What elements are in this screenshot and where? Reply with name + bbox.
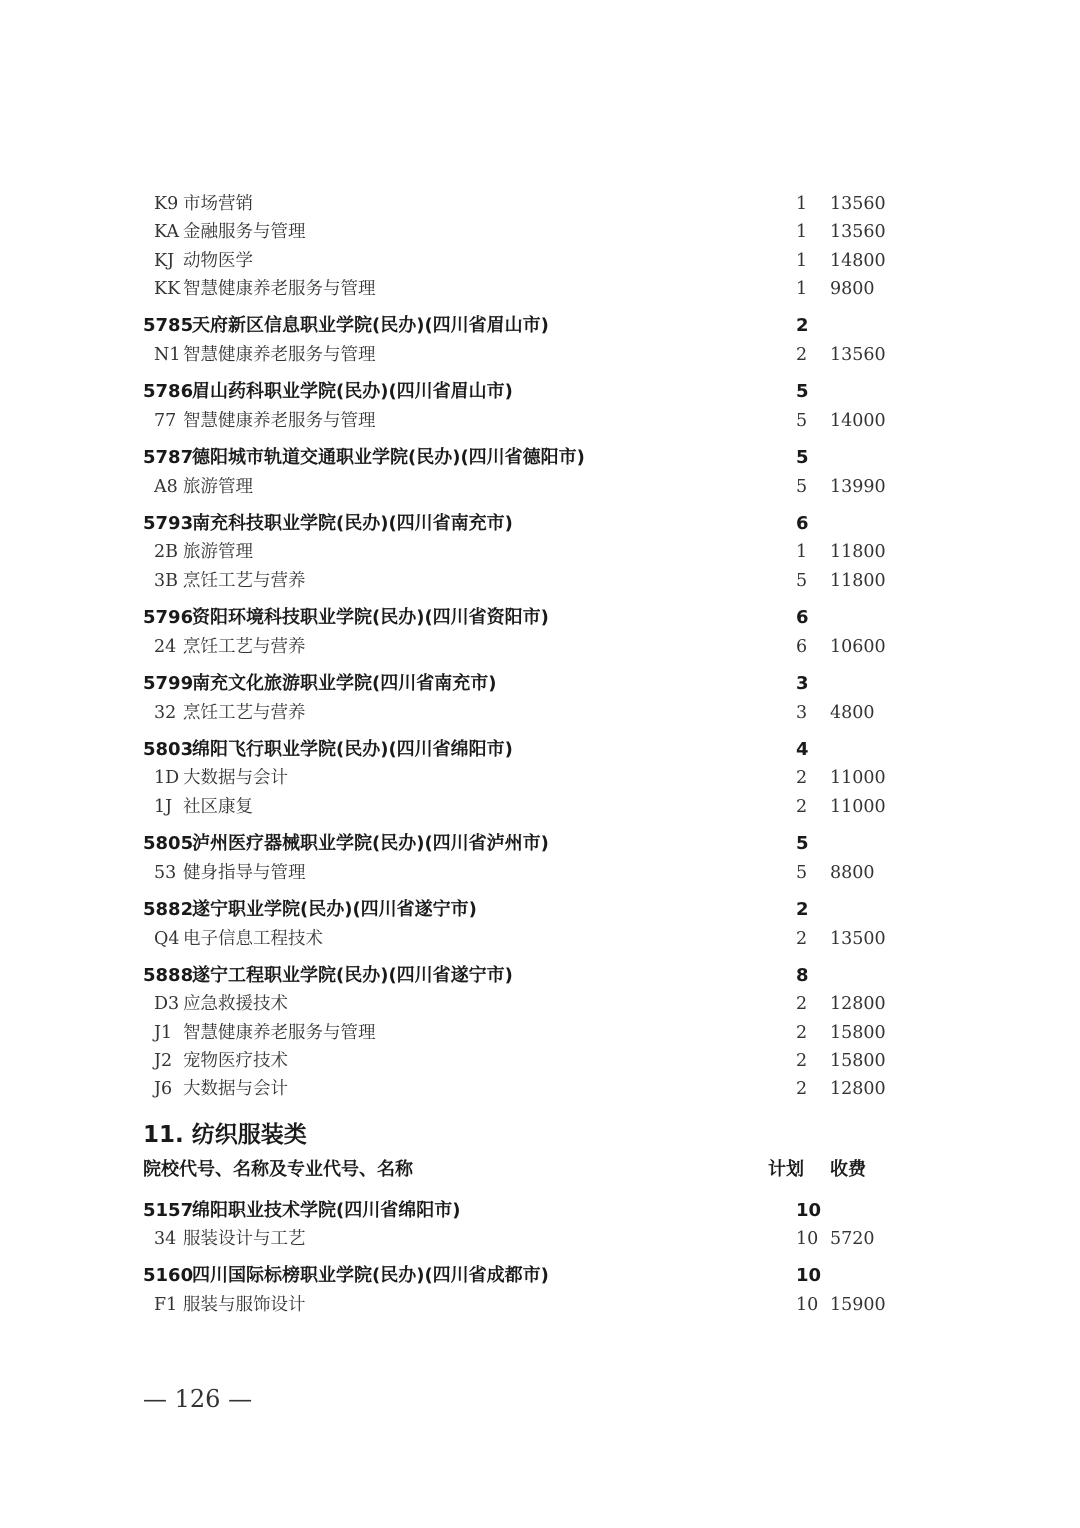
school-row bbox=[0, 435, 1080, 473]
major-code: D3 bbox=[154, 994, 180, 1015]
school-name: 资阳环境科技职业学院(民办)(四川省资阳市) bbox=[192, 607, 549, 629]
major-name: 旅游管理 bbox=[183, 542, 253, 563]
major-plan-count: 5 bbox=[796, 410, 808, 431]
major-plan-count: 1 bbox=[796, 222, 808, 243]
major-fee: 9800 bbox=[830, 278, 875, 299]
school-plan-count: 2 bbox=[796, 898, 809, 920]
major-name: 服装与服饰设计 bbox=[183, 1295, 306, 1316]
major-name: 应急救援技术 bbox=[183, 994, 288, 1015]
major-name: 大数据与会计 bbox=[183, 768, 288, 789]
major-plan-count: 2 bbox=[796, 768, 808, 789]
school-plan-count: 5 bbox=[796, 833, 809, 855]
major-name: 电子信息工程技术 bbox=[183, 928, 323, 949]
school-code: 5157 bbox=[143, 1199, 194, 1221]
school-name: 德阳城市轨道交通职业学院(民办)(四川省德阳市) bbox=[192, 446, 585, 468]
major-row bbox=[0, 1225, 1080, 1253]
major-row bbox=[0, 699, 1080, 727]
major-name: 社区康复 bbox=[183, 796, 253, 817]
major-code: KJ bbox=[154, 250, 175, 271]
major-row bbox=[0, 633, 1080, 661]
major-plan-count: 1 bbox=[796, 250, 808, 271]
column-header-fee: 收费 bbox=[830, 1158, 866, 1180]
major-row bbox=[0, 407, 1080, 435]
major-row bbox=[0, 538, 1080, 566]
column-header-plan: 计划 bbox=[768, 1158, 804, 1180]
school-code: 5787 bbox=[143, 446, 194, 468]
major-name: 大数据与会计 bbox=[183, 1079, 288, 1100]
major-plan-count: 1 bbox=[796, 542, 808, 563]
section-title: 11. 纺织服装类 bbox=[143, 1121, 307, 1148]
school-plan-count: 3 bbox=[796, 672, 809, 694]
school-row bbox=[0, 661, 1080, 699]
school-row bbox=[0, 887, 1080, 925]
major-name: 智慧健康养老服务与管理 bbox=[183, 410, 376, 431]
major-row bbox=[0, 473, 1080, 501]
major-row bbox=[0, 859, 1080, 887]
column-header-row bbox=[0, 1148, 1080, 1188]
major-code: 1J bbox=[154, 796, 173, 817]
major-row bbox=[0, 341, 1080, 369]
major-plan-count: 5 bbox=[796, 570, 808, 591]
major-row bbox=[0, 567, 1080, 595]
major-name: 金融服务与管理 bbox=[183, 222, 306, 243]
school-code: 5888 bbox=[143, 964, 194, 986]
major-fee: 11000 bbox=[830, 768, 886, 789]
major-plan-count: 2 bbox=[796, 1050, 808, 1071]
major-fee: 15800 bbox=[830, 1022, 886, 1043]
major-code: 3B bbox=[154, 570, 178, 591]
major-plan-count: 10 bbox=[796, 1295, 819, 1316]
major-row bbox=[0, 1019, 1080, 1047]
column-header-name: 院校代号、名称及专业代号、名称 bbox=[143, 1158, 413, 1180]
major-row bbox=[0, 764, 1080, 792]
school-code: 5793 bbox=[143, 512, 194, 534]
major-code: 34 bbox=[154, 1229, 177, 1250]
major-row bbox=[0, 275, 1080, 303]
major-name: 烹饪工艺与营养 bbox=[183, 702, 306, 723]
school-name: 遂宁职业学院(民办)(四川省遂宁市) bbox=[192, 898, 477, 920]
school-plan-count: 5 bbox=[796, 446, 809, 468]
school-row bbox=[0, 303, 1080, 341]
school-row bbox=[0, 369, 1080, 407]
major-plan-count: 6 bbox=[796, 636, 808, 657]
major-fee: 15900 bbox=[830, 1295, 886, 1316]
major-fee: 11800 bbox=[830, 542, 886, 563]
major-name: 智慧健康养老服务与管理 bbox=[183, 1022, 376, 1043]
major-code: 77 bbox=[154, 410, 177, 431]
school-code: 5882 bbox=[143, 898, 194, 920]
major-name: 市场营销 bbox=[183, 194, 253, 214]
school-code: 5796 bbox=[143, 607, 194, 629]
major-plan-count: 2 bbox=[796, 796, 808, 817]
major-code: 24 bbox=[154, 636, 177, 657]
school-name: 泸州医疗器械职业学院(民办)(四川省泸州市) bbox=[192, 833, 549, 855]
school-code: 5786 bbox=[143, 381, 194, 403]
school-plan-count: 4 bbox=[796, 738, 809, 760]
school-code: 5160 bbox=[143, 1265, 194, 1287]
major-code: K9 bbox=[154, 194, 179, 214]
major-code: J1 bbox=[154, 1022, 173, 1043]
school-name: 四川国际标榜职业学院(民办)(四川省成都市) bbox=[192, 1265, 549, 1287]
major-name: 动物医学 bbox=[183, 250, 253, 271]
school-plan-count: 2 bbox=[796, 315, 809, 337]
school-name: 南充文化旅游职业学院(四川省南充市) bbox=[192, 672, 497, 694]
section-heading bbox=[0, 1104, 1080, 1148]
major-plan-count: 5 bbox=[796, 476, 808, 497]
major-name: 烹饪工艺与营养 bbox=[183, 570, 306, 591]
major-code: N1 bbox=[154, 344, 181, 365]
page-number: — 126 — bbox=[143, 1385, 253, 1413]
major-fee: 5720 bbox=[830, 1229, 875, 1250]
major-name: 智慧健康养老服务与管理 bbox=[183, 278, 376, 299]
major-code: J6 bbox=[154, 1079, 173, 1100]
major-code: KK bbox=[154, 278, 181, 299]
major-code: 2B bbox=[154, 542, 178, 563]
major-row bbox=[0, 190, 1080, 218]
major-fee: 13560 bbox=[830, 222, 886, 243]
school-code: 5805 bbox=[143, 833, 194, 855]
major-name: 旅游管理 bbox=[183, 476, 253, 497]
major-plan-count: 2 bbox=[796, 994, 808, 1015]
school-row bbox=[0, 595, 1080, 633]
major-name: 服装设计与工艺 bbox=[183, 1229, 306, 1250]
major-fee: 11800 bbox=[830, 570, 886, 591]
major-fee: 4800 bbox=[830, 702, 875, 723]
school-row bbox=[0, 821, 1080, 859]
school-name: 遂宁工程职业学院(民办)(四川省遂宁市) bbox=[192, 964, 513, 986]
major-row bbox=[0, 1291, 1080, 1319]
major-plan-count: 5 bbox=[796, 862, 808, 883]
school-row bbox=[0, 1253, 1080, 1291]
major-code: 1D bbox=[154, 768, 180, 789]
major-row bbox=[0, 793, 1080, 821]
school-plan-count: 10 bbox=[796, 1199, 822, 1221]
major-code: 53 bbox=[154, 862, 177, 883]
major-fee: 8800 bbox=[830, 862, 875, 883]
major-row bbox=[0, 218, 1080, 246]
major-code: F1 bbox=[154, 1295, 178, 1316]
major-fee: 14000 bbox=[830, 410, 886, 431]
school-plan-count: 8 bbox=[796, 964, 809, 986]
school-row bbox=[0, 1188, 1080, 1226]
major-name: 健身指导与管理 bbox=[183, 862, 306, 883]
page-content bbox=[0, 190, 1080, 1319]
major-plan-count: 2 bbox=[796, 1079, 808, 1100]
major-plan-count: 2 bbox=[796, 344, 808, 365]
major-fee: 11000 bbox=[830, 796, 886, 817]
school-code: 5799 bbox=[143, 672, 194, 694]
major-code: KA bbox=[154, 222, 180, 243]
school-plan-count: 10 bbox=[796, 1265, 822, 1287]
major-row bbox=[0, 990, 1080, 1018]
school-row bbox=[0, 727, 1080, 765]
major-row bbox=[0, 247, 1080, 275]
major-plan-count: 10 bbox=[796, 1229, 819, 1250]
major-row bbox=[0, 925, 1080, 953]
major-fee: 13990 bbox=[830, 476, 886, 497]
major-code: J2 bbox=[154, 1050, 173, 1071]
major-name: 智慧健康养老服务与管理 bbox=[183, 344, 376, 365]
school-plan-count: 5 bbox=[796, 381, 809, 403]
major-fee: 12800 bbox=[830, 1079, 886, 1100]
school-plan-count: 6 bbox=[796, 512, 809, 534]
school-name: 绵阳飞行职业学院(民办)(四川省绵阳市) bbox=[192, 738, 513, 760]
major-plan-count: 1 bbox=[796, 278, 808, 299]
major-code: 32 bbox=[154, 702, 177, 723]
major-row bbox=[0, 1075, 1080, 1103]
major-row bbox=[0, 1047, 1080, 1075]
school-name: 眉山药科职业学院(民办)(四川省眉山市) bbox=[192, 381, 513, 403]
school-code: 5785 bbox=[143, 315, 194, 337]
major-name: 烹饪工艺与营养 bbox=[183, 636, 306, 657]
major-plan-count: 3 bbox=[796, 702, 808, 723]
major-fee: 12800 bbox=[830, 994, 886, 1015]
school-name: 南充科技职业学院(民办)(四川省南充市) bbox=[192, 512, 513, 534]
school-plan-count: 6 bbox=[796, 607, 809, 629]
major-fee: 13560 bbox=[830, 344, 886, 365]
school-row bbox=[0, 953, 1080, 991]
school-name: 天府新区信息职业学院(民办)(四川省眉山市) bbox=[192, 315, 549, 337]
major-fee: 13500 bbox=[830, 928, 886, 949]
major-code: A8 bbox=[154, 476, 178, 497]
major-code: Q4 bbox=[154, 928, 180, 949]
major-fee: 10600 bbox=[830, 636, 886, 657]
major-plan-count: 2 bbox=[796, 928, 808, 949]
major-fee: 13560 bbox=[830, 194, 886, 214]
school-name: 绵阳职业技术学院(四川省绵阳市) bbox=[192, 1199, 461, 1221]
school-row bbox=[0, 501, 1080, 539]
school-code: 5803 bbox=[143, 738, 194, 760]
major-name: 宠物医疗技术 bbox=[183, 1050, 288, 1071]
major-fee: 15800 bbox=[830, 1050, 886, 1071]
major-fee: 14800 bbox=[830, 250, 886, 271]
major-plan-count: 1 bbox=[796, 194, 808, 214]
major-plan-count: 2 bbox=[796, 1022, 808, 1043]
